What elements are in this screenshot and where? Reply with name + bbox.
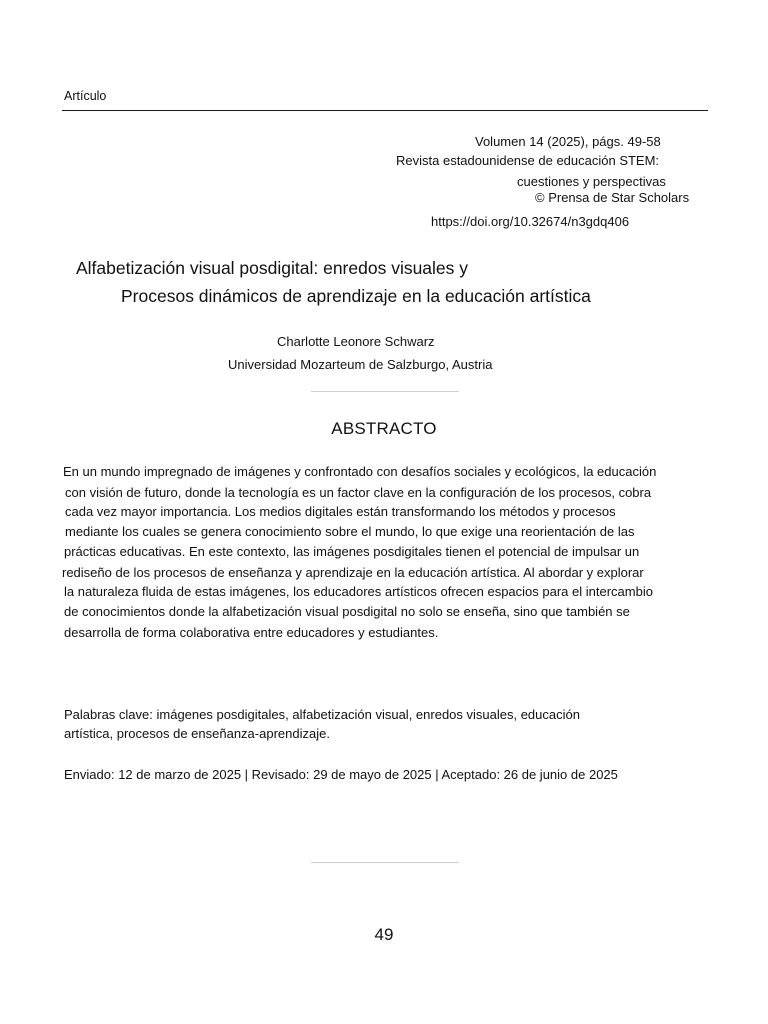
abstract-heading: ABSTRACTO — [331, 419, 437, 438]
separator-bottom — [311, 862, 459, 863]
abstract-line: la naturaleza fluida de estas imágenes, los educadores artísticos ofrecen espacios para el intercambio — [64, 584, 653, 599]
volume-pages: Volumen 14 (2025), págs. 49-58 — [475, 134, 661, 149]
journal-name-line-2: cuestiones y perspectivas — [517, 174, 666, 189]
keywords-line-2: artística, procesos de enseñanza-aprendizaje. — [64, 726, 330, 741]
header-rule — [62, 110, 708, 111]
journal-name-line-1: Revista estadounidense de educación STEM: — [396, 153, 660, 168]
section-label: Artículo — [64, 89, 107, 103]
abstract-line: En un mundo impregnado de imágenes y confrontado con desafíos sociales y ecológicos, la educación — [63, 464, 657, 479]
page-number: 49 — [374, 925, 394, 944]
title-line-1: Alfabetización visual posdigital: enredos visuales y — [76, 258, 469, 278]
doi-link[interactable]: https://doi.org/10.32674/n3gdq406 — [431, 214, 630, 229]
copyright: © Prensa de Star Scholars — [535, 190, 690, 205]
keywords-line-1: Palabras clave: imágenes posdigitales, alfabetización visual, enredos visuales, educación — [64, 707, 580, 722]
abstract-line: desarrolla de forma colaborativa entre educadores y estudiantes. — [64, 625, 439, 640]
abstract-line: prácticas educativas. En este contexto, las imágenes posdigitales tienen el potencial de impulsar un — [64, 544, 640, 559]
abstract-line: rediseño de los procesos de enseñanza y aprendizaje en la educación artística. Al abordar y explorar — [62, 565, 644, 580]
abstract-line: de conocimientos donde la alfabetización visual posdigital no solo se enseña, sino que también se — [64, 604, 630, 619]
submission-dates: Enviado: 12 de marzo de 2025 | Revisado: 29 de mayo de 2025 | Aceptado: 26 de junio de 2025 — [64, 767, 618, 782]
abstract-line: mediante los cuales se genera conocimiento sobre el mundo, lo que exige una reorientación de las — [65, 524, 635, 539]
abstract-line: cada vez mayor importancia. Los medios digitales están transformando los métodos y procesos — [65, 504, 616, 519]
author-affiliation: Universidad Mozarteum de Salzburgo, Austria — [228, 357, 493, 372]
separator-top — [311, 391, 459, 392]
author-name: Charlotte Leonore Schwarz — [277, 334, 435, 349]
title-line-2: Procesos dinámicos de aprendizaje en la educación artística — [121, 286, 591, 306]
abstract-line: con visión de futuro, donde la tecnología es un factor clave en la configuración de los procesos, cobra — [65, 485, 652, 500]
